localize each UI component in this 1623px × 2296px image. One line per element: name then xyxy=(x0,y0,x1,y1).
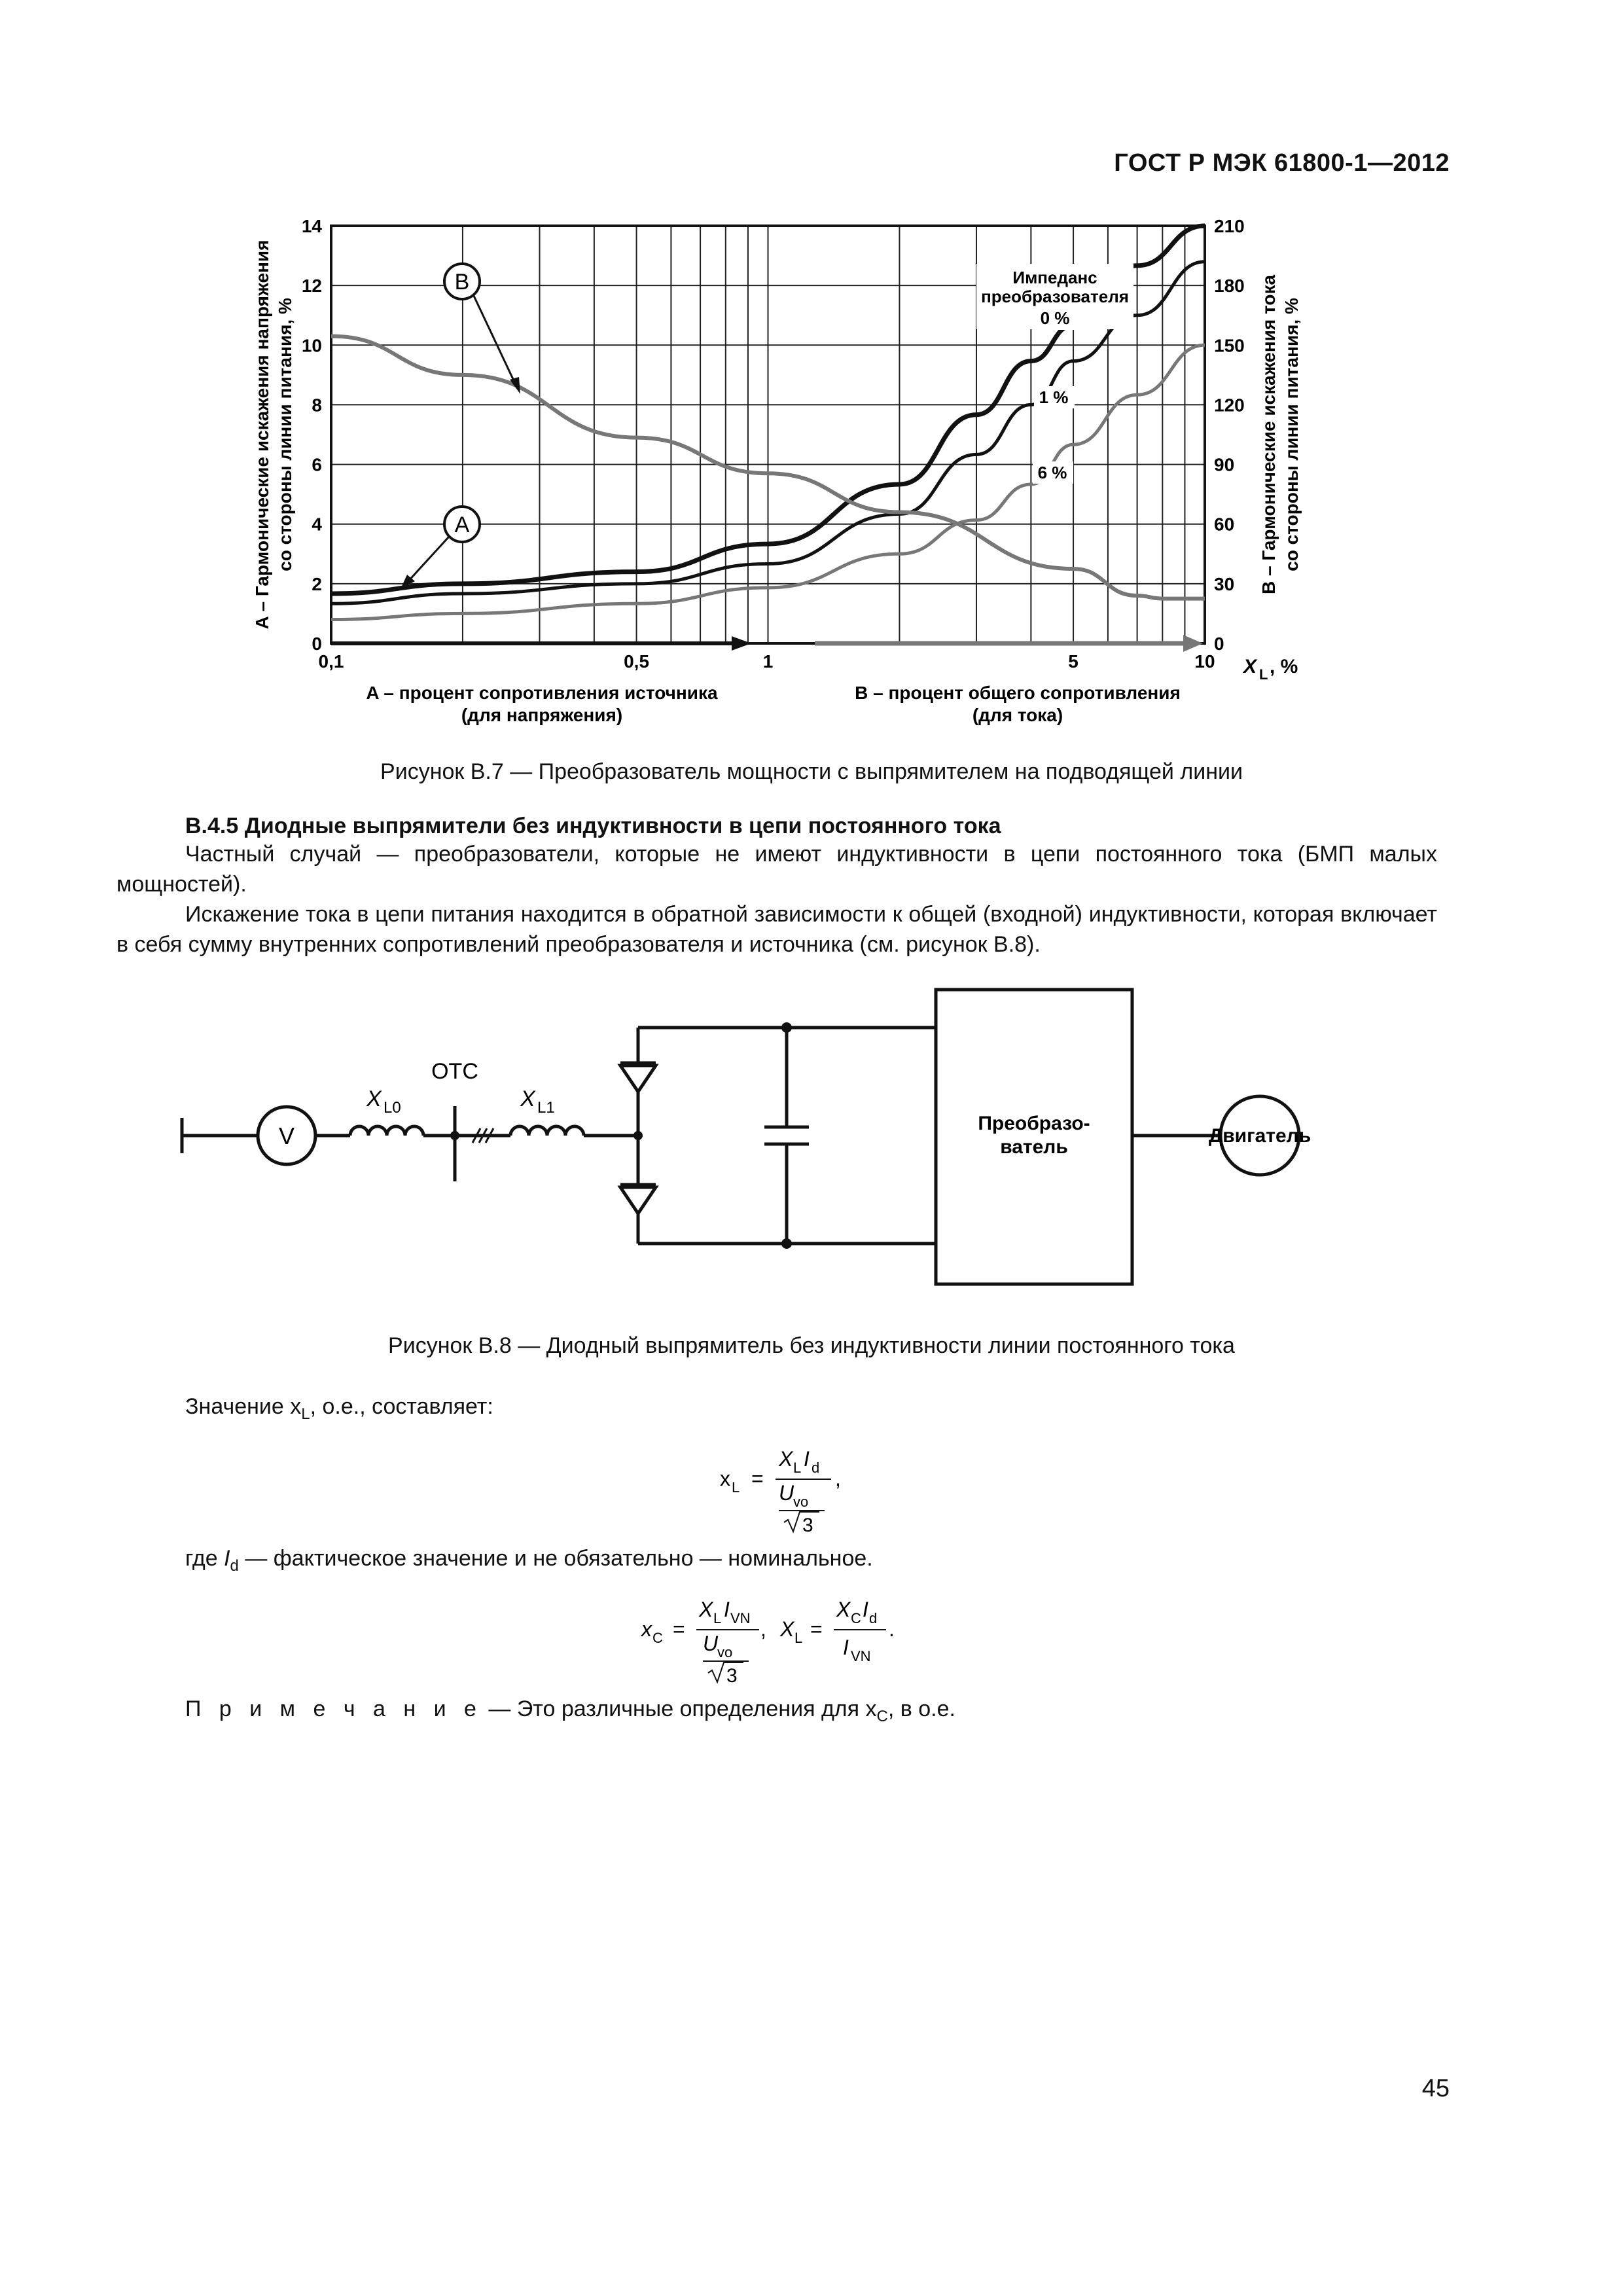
otc-label: OTC xyxy=(431,1059,478,1084)
x-tick-label: 0,5 xyxy=(624,651,650,672)
value-line: Значение $x_L$, о.е., составляет: xyxy=(185,1394,493,1423)
section-title: В.4.5 Диодные выпрямители без индуктивности в цепи постоянного тока xyxy=(185,814,1001,838)
right-tick-label: 180 xyxy=(1214,276,1245,296)
left-tick-label: 8 xyxy=(312,395,322,416)
legend-title-line1: Импеданс xyxy=(1012,268,1097,287)
left-axis-label-line2: со стороны линии питания, % xyxy=(275,298,295,571)
formula2-sep: , xyxy=(760,1617,766,1641)
formula2-num-i-sub: VN xyxy=(730,1610,751,1626)
marker-a-label: A xyxy=(454,512,470,537)
formula1-den-sub: vo xyxy=(793,1494,809,1510)
left-tick-label: 4 xyxy=(312,514,322,535)
motor-label: Двигатель xyxy=(1208,1125,1311,1147)
formula2-num: X xyxy=(699,1598,713,1621)
formula2-num2-i: I xyxy=(863,1598,868,1621)
formula1-eq: = xyxy=(751,1467,764,1490)
formula1-num-sub: L xyxy=(793,1460,802,1476)
x-axis-unit-sub: L xyxy=(1259,666,1268,683)
figure-b8-caption: Рисунок В.8 — Диодный выпрямитель без индуктивности линии постоянного тока xyxy=(388,1333,1235,1358)
formula2-num-i: I xyxy=(724,1598,730,1621)
formula2-tail: . xyxy=(889,1617,895,1641)
inductor-xl0 xyxy=(350,1126,423,1136)
left-tick-label: 2 xyxy=(312,573,322,594)
formula2-num2-i-sub: d xyxy=(869,1610,878,1626)
legend-1-label: 1 % xyxy=(1039,387,1069,407)
left-tick-label: 12 xyxy=(301,276,322,296)
formula2-lhs2-sub: L xyxy=(794,1630,803,1646)
figure-b8-circuit xyxy=(0,975,1623,1316)
formula2-eq2: = xyxy=(810,1617,823,1641)
source-label: V xyxy=(278,1122,295,1149)
x-tick-label: 5 xyxy=(1068,651,1079,672)
junction-otc xyxy=(450,1131,459,1140)
x-tick-label: 1 xyxy=(762,651,774,672)
converter-label-line2: ватель xyxy=(1000,1136,1068,1158)
formula2-num-sub: L xyxy=(713,1610,722,1626)
formula2-den: U xyxy=(703,1632,719,1655)
formula2-lhs-sub: C xyxy=(652,1630,663,1646)
paragraph-2: Искажение тока в цепи питания находится в обратной зависимости к общей (входной) индуктивности, которая включает в себя сумму внутренних сопротивлений преобразователя и источника (см. рисунок В.8). xyxy=(116,902,1437,957)
formula2-radical xyxy=(708,1662,743,1682)
right-tick-label: 60 xyxy=(1214,514,1235,535)
right-tick-label: 90 xyxy=(1214,454,1235,475)
legend-6-label: 6 % xyxy=(1037,463,1067,482)
junction-cap-top xyxy=(781,1022,792,1033)
x-label-a-line2: (для напряжения) xyxy=(461,705,623,725)
formula2-num2-sub: C xyxy=(851,1610,861,1626)
x-axis-unit-suffix: , % xyxy=(1270,656,1298,677)
right-axis-label-line2: со стороны линии питания, % xyxy=(1281,298,1302,571)
legend-title-line2: преобразователя xyxy=(981,287,1129,306)
formula2-num2: X xyxy=(836,1598,851,1621)
formula1-root: 3 xyxy=(802,1515,813,1536)
x-label-a-line1: A – процент сопротивления источника xyxy=(366,683,718,703)
formula1-num-i-sub: d xyxy=(812,1460,820,1476)
formula1-num-i: I xyxy=(804,1447,810,1471)
xl1-label-sub: L1 xyxy=(537,1099,555,1117)
formula1-radical xyxy=(784,1512,819,1532)
right-axis-label-line1: B – Гармонические искажения тока xyxy=(1258,274,1279,595)
formula2-den2-sub: VN xyxy=(851,1648,871,1664)
formula-2 xyxy=(635,1590,975,1689)
formula-1 xyxy=(707,1440,969,1538)
legend-0-label: 0 % xyxy=(1040,308,1070,328)
junction-bridge xyxy=(633,1131,643,1140)
x-tick-label: 10 xyxy=(1194,651,1215,672)
junction-cap-bottom xyxy=(781,1238,792,1249)
left-tick-label: 14 xyxy=(301,216,322,236)
x-label-b-line2: (для тока) xyxy=(972,705,1063,725)
right-tick-label: 30 xyxy=(1214,573,1235,594)
formula2-lhs2: X xyxy=(780,1617,794,1641)
formula2-root: 3 xyxy=(726,1665,738,1687)
xl0-label: X xyxy=(366,1086,382,1111)
xl1-label: X xyxy=(520,1086,535,1111)
marker-b-label: B xyxy=(454,270,470,295)
formula2-den-sub: vo xyxy=(717,1644,733,1660)
formula1-num: X xyxy=(779,1447,793,1471)
formula1-lhs: x xyxy=(720,1467,730,1490)
formula2-lhs: x xyxy=(641,1617,652,1641)
x-axis-unit: X xyxy=(1243,656,1257,677)
left-tick-label: 10 xyxy=(301,335,322,356)
left-axis-label-line1: A – Гармонические искажения напряжения xyxy=(252,240,272,630)
note: П р и м е ч а н и е — Это различные определения для $x_C$, в о.е. xyxy=(185,1696,955,1725)
document-header: ГОСТ Р МЭК 61800-1—2012 xyxy=(1114,149,1450,177)
inductor-xl1 xyxy=(510,1126,584,1136)
formula1-lhs-sub: L xyxy=(732,1479,740,1496)
diode-lower xyxy=(620,1187,656,1213)
formula1-den: U xyxy=(779,1481,794,1505)
marker-b-leader xyxy=(474,296,517,387)
x-label-b-line1: B – процент общего сопротивления xyxy=(855,683,1181,703)
right-tick-label: 120 xyxy=(1214,395,1245,416)
converter-label-line1: Преобразо- xyxy=(978,1113,1090,1134)
formula2-den2: I xyxy=(843,1636,849,1659)
right-tick-label: 0 xyxy=(1214,634,1224,654)
left-tick-label: 0 xyxy=(312,634,322,654)
figure-b7-caption: Рисунок В.7 — Преобразователь мощности с выпрямителем на подводящей линии xyxy=(380,759,1243,784)
where-line: где $I_d$ — фактическое значение и не обязательно — номинальное. xyxy=(185,1546,873,1575)
xl0-label-sub: L0 xyxy=(383,1099,401,1117)
x-tick-label: 0,1 xyxy=(318,651,344,672)
arrow-b-head xyxy=(1183,635,1203,652)
paragraph-1: Частный случай — преобразователи, которые не имеют индуктивности в цепи постоянного тока (БМП малых мощностей). xyxy=(116,842,1437,897)
marker-a-leader xyxy=(407,537,449,583)
left-tick-label: 6 xyxy=(312,454,322,475)
right-tick-label: 150 xyxy=(1214,335,1245,356)
right-tick-label: 210 xyxy=(1214,216,1245,236)
page-number: 45 xyxy=(1421,2075,1450,2102)
diode-upper xyxy=(620,1066,656,1092)
formula1-tail: , xyxy=(835,1467,841,1490)
formula2-eq: = xyxy=(673,1617,685,1641)
